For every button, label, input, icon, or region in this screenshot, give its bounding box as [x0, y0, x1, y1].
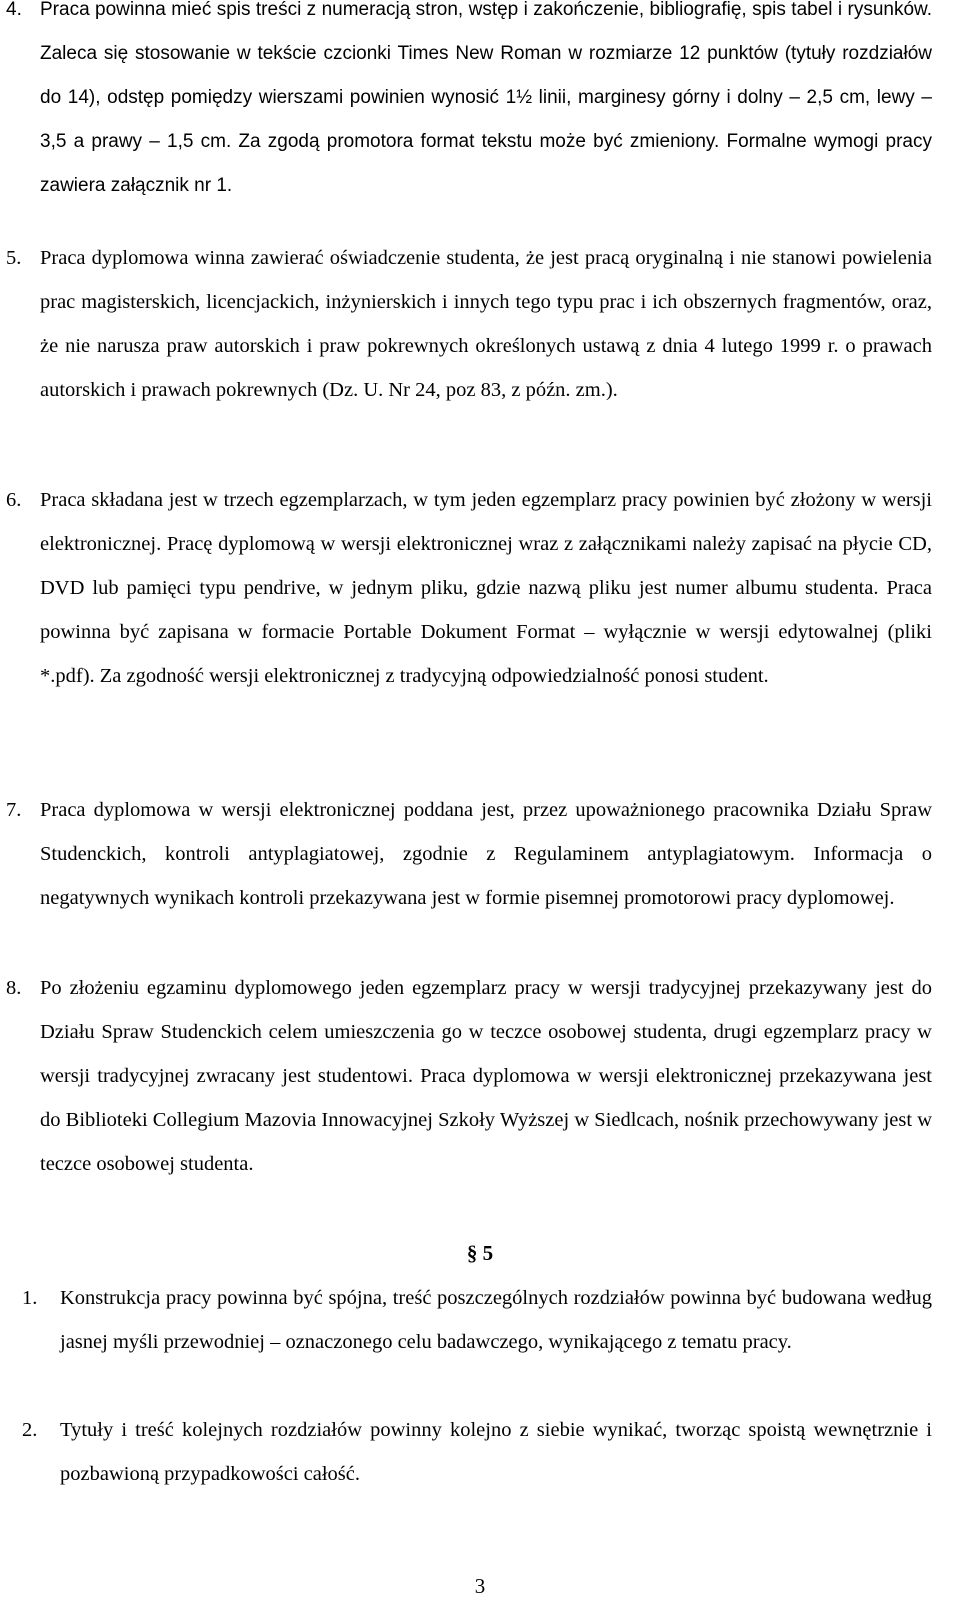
list-item-text: Praca dyplomowa winna zawierać oświadczenie studenta, że jest pracą oryginalną i nie stanowi powielenia prac magisterskich, licencjackich, inżynierskich i innych tego typu prac i ich obszernych fragmentów, oraz, że nie narusza praw autorskich i praw pokrewnych określonych ustawą z dnia 4 lutego 1999 r. o prawach autorskich i prawach pokrewnych (Dz. U. Nr 24, poz 83, z późn. zm.).	[40, 247, 932, 401]
list-item-number: 8.	[6, 977, 22, 999]
page-number: 3	[474, 1574, 486, 1598]
list-item-number: 5.	[6, 247, 22, 269]
section-list-item-2	[22, 1408, 932, 1496]
list-item-text: Konstrukcja pracy powinna być spójna, treść poszczególnych rozdziałów powinna być budowana według jasnej myśli przewodniej – oznaczonego celu badawczego, wynikającego z tematu pracy.	[60, 1287, 932, 1353]
list-item-text: Praca dyplomowa w wersji elektronicznej poddana jest, przez upoważnionego pracownika Działu Spraw Studenckich, kontroli antyplagiatowej, zgodnie z Regulaminem antyplagiatowym. Informacja o negatywnych wynikach kontroli przekazywana jest w formie pisemnej promotorowi pracy dyplomowej.	[40, 799, 932, 909]
list-item-6	[6, 478, 932, 698]
section-list-item-1	[22, 1276, 932, 1364]
section-heading: § 5	[466, 1241, 494, 1265]
list-item-text: Po złożeniu egzaminu dyplomowego jeden egzemplarz pracy w wersji tradycyjnej przekazywany jest do Działu Spraw Studenckich celem umieszczenia go w teczce osobowej studenta, drugi egzemplarz pracy w wersji tradycyjnej zwracany jest studentowi. Praca dyplomowa w wersji elektronicznej przekazywana jest do Biblioteki Collegium Mazovia Innowacyjnej Szkoły Wyższej w Siedlcach, nośnik przechowywany jest w teczce osobowej studenta.	[40, 977, 932, 1175]
list-item-8	[6, 966, 932, 1186]
list-item-text: Tytuły i treść kolejnych rozdziałów powinny kolejno z siebie wynikać, tworząc spoistą wewnętrznie i pozbawioną przypadkowości całość.	[60, 1419, 932, 1485]
list-item-5	[6, 236, 932, 412]
list-item-text: Praca składana jest w trzech egzemplarzach, w tym jeden egzemplarz pracy powinien być złożony w wersji elektronicznej. Pracę dyplomową w wersji elektronicznej wraz z załącznikami należy zapisać na płycie CD, DVD lub pamięci typu pendrive, w jednym pliku, gdzie nazwą pliku jest numer albumu studenta. Praca powinna być zapisana w formacie Portable Dokument Format – wyłącznie w wersji edytowalnej (pliki *.pdf). Za zgodność wersji elektronicznej z tradycyjną odpowiedzialność ponosi student.	[40, 489, 932, 687]
list-item-number: 1.	[22, 1287, 38, 1309]
list-item-number: 4.	[6, 0, 22, 20]
list-item-7	[6, 788, 932, 920]
list-item-number: 7.	[6, 799, 22, 821]
list-item-number: 6.	[6, 489, 22, 511]
list-item-4	[6, 0, 932, 208]
list-item-number: 2.	[22, 1419, 38, 1441]
list-item-text: Praca powinna mieć spis treści z numeracją stron, wstęp i zakończenie, bibliografię, spis tabel i rysunków. Zaleca się stosowanie w tekście czcionki Times New Roman w rozmiarze 12 punktów (tytuły rozdziałów do 14), odstęp pomiędzy wierszami powinien wynosić 1½ linii, marginesy górny i dolny – 2,5 cm, lewy – 3,5 a prawy – 1,5 cm. Za zgodą promotora format tekstu może być zmieniony. Formalne wymogi pracy zawiera załącznik nr 1.	[40, 0, 932, 196]
